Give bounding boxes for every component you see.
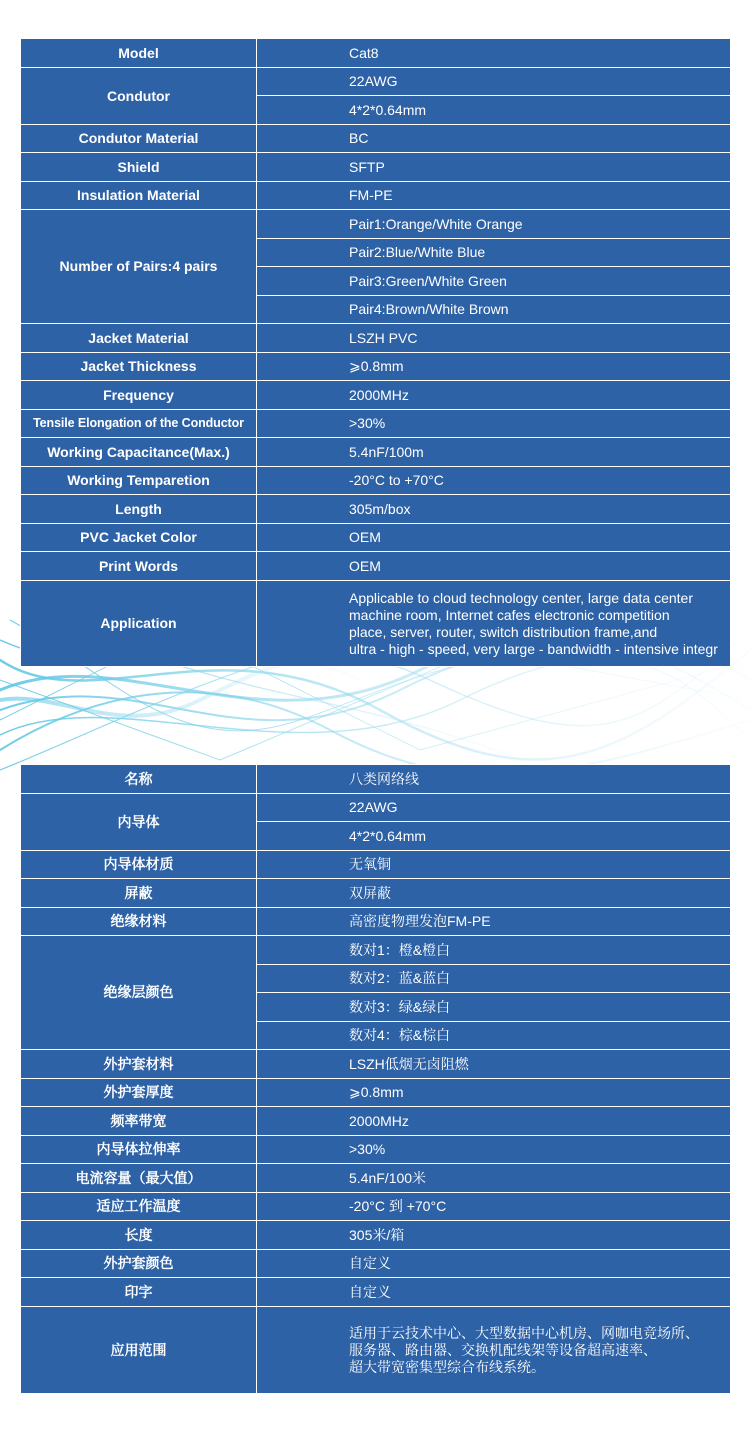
shield-value: SFTP	[257, 153, 731, 182]
table-row	[21, 1079, 731, 1107]
tensile-label: 内导体拉伸率	[21, 1136, 257, 1164]
temperature-label: 适应工作温度	[21, 1193, 257, 1221]
insulation-material-value: FM-PE	[257, 182, 731, 210]
application-line: Applicable to cloud technology center, large data center	[349, 589, 694, 606]
spec-table-chinese	[20, 764, 731, 1394]
table-row	[21, 381, 731, 410]
capacitance-value: 5.4nF/100米	[257, 1164, 731, 1193]
table-row	[21, 1164, 731, 1193]
pairs-label: Number of Pairs:4 pairs	[21, 210, 257, 324]
application-line: ultra - high - speed, very large - bandwidth - intensive integr	[349, 640, 718, 657]
pair-value-3: 数对3：绿&绿白	[257, 993, 731, 1022]
application-line: 适用于云技术中心、大型数据中心机房、网咖电竞场所、	[349, 1324, 699, 1341]
print-words-label: 印字	[21, 1278, 257, 1307]
jacket-color-value: OEM	[257, 524, 731, 552]
table-row	[21, 1250, 731, 1278]
temperature-value: -20°C 到 +70°C	[257, 1193, 731, 1221]
application-line: 超大带宽密集型综合布线系统。	[349, 1358, 545, 1375]
jacket-material-value: LSZH低烟无卤阻燃	[257, 1050, 731, 1079]
table-row	[21, 153, 731, 182]
pairs-label: 绝缘层颜色	[21, 936, 257, 1050]
table-row	[21, 1107, 731, 1136]
conductor-material-value: BC	[257, 125, 731, 153]
insulation-material-label: Insulation Material	[21, 182, 257, 210]
capacitance-label: Working Capacitance(Max.)	[21, 438, 257, 467]
jacket-color-label: PVC Jacket Color	[21, 524, 257, 552]
table-row	[21, 210, 731, 239]
model-value: Cat8	[257, 39, 731, 68]
application-label: 应用范围	[21, 1307, 257, 1394]
capacitance-value: 5.4nF/100m	[257, 438, 731, 467]
tensile-label: Tensile Elongation of the Conductor	[21, 410, 257, 438]
length-label: 长度	[21, 1221, 257, 1250]
tensile-value: >30%	[257, 410, 731, 438]
length-value: 305m/box	[257, 495, 731, 524]
table-row	[21, 39, 731, 68]
length-label: Length	[21, 495, 257, 524]
table-row	[21, 467, 731, 495]
table-row	[21, 908, 731, 936]
print-words-label: Print Words	[21, 552, 257, 581]
jacket-thickness-value: ⩾0.8mm	[257, 353, 731, 381]
pair-value-3: Pair3:Green/White Green	[257, 267, 731, 296]
conductor-label: 内导体	[21, 794, 257, 851]
pair-value-1: Pair1:Orange/White Orange	[257, 210, 731, 239]
table-row	[21, 851, 731, 879]
model-label: Model	[21, 39, 257, 68]
jacket-thickness-label: 外护套厚度	[21, 1079, 257, 1107]
application-line: machine room, Internet cafes electronic competition	[349, 606, 670, 623]
table-row	[21, 353, 731, 381]
pair-value-4: 数对4：棕&棕白	[257, 1022, 731, 1050]
application-value	[257, 1307, 731, 1394]
jacket-color-label: 外护套颜色	[21, 1250, 257, 1278]
capacitance-label: 电流容量（最大值）	[21, 1164, 257, 1193]
conductor-value-1: 22AWG	[257, 68, 731, 96]
table-row	[21, 495, 731, 524]
tensile-value: >30%	[257, 1136, 731, 1164]
shield-label: Shield	[21, 153, 257, 182]
spec-table-english	[20, 38, 731, 667]
conductor-value-1: 22AWG	[257, 794, 731, 822]
table-row	[21, 879, 731, 908]
conductor-material-label: 内导体材质	[21, 851, 257, 879]
jacket-material-value: LSZH PVC	[257, 324, 731, 353]
conductor-label: Condutor	[21, 68, 257, 125]
shield-value: 双屏蔽	[257, 879, 731, 908]
table-row	[21, 936, 731, 965]
print-words-value: 自定义	[257, 1278, 731, 1307]
temperature-label: Working Temparetion	[21, 467, 257, 495]
table-row	[21, 1278, 731, 1307]
table-row	[21, 1193, 731, 1221]
conductor-material-label: Condutor Material	[21, 125, 257, 153]
insulation-material-value: 高密度物理发泡FM-PE	[257, 908, 731, 936]
table-row	[21, 765, 731, 794]
application-line: 服务器、路由器、交换机配线架等设备超高速率、	[349, 1341, 657, 1358]
model-label: 名称	[21, 765, 257, 794]
table-row	[21, 410, 731, 438]
table-row	[21, 438, 731, 467]
table-row	[21, 182, 731, 210]
table-row	[21, 1307, 731, 1394]
conductor-value-2: 4*2*0.64mm	[257, 822, 731, 851]
table-row	[21, 1050, 731, 1079]
table-row	[21, 552, 731, 581]
model-value: 八类网络线	[257, 765, 731, 794]
conductor-value-2: 4*2*0.64mm	[257, 96, 731, 125]
table-row	[21, 1136, 731, 1164]
application-value	[257, 581, 731, 667]
frequency-label: Frequency	[21, 381, 257, 410]
insulation-material-label: 绝缘材料	[21, 908, 257, 936]
jacket-thickness-value: ⩾0.8mm	[257, 1079, 731, 1107]
table-row	[21, 524, 731, 552]
table-row	[21, 324, 731, 353]
table-row	[21, 1221, 731, 1250]
application-line: place, server, router, switch distribution frame,and	[349, 623, 658, 640]
jacket-material-label: Jacket Material	[21, 324, 257, 353]
application-label: Application	[21, 581, 257, 667]
jacket-thickness-label: Jacket Thickness	[21, 353, 257, 381]
frequency-value: 2000MHz	[257, 1107, 731, 1136]
jacket-material-label: 外护套材料	[21, 1050, 257, 1079]
pair-value-2: Pair2:Blue/White Blue	[257, 239, 731, 267]
print-words-value: OEM	[257, 552, 731, 581]
pair-value-2: 数对2：蓝&蓝白	[257, 965, 731, 993]
table-row	[21, 68, 731, 96]
table-row	[21, 581, 731, 667]
jacket-color-value: 自定义	[257, 1250, 731, 1278]
frequency-label: 频率带宽	[21, 1107, 257, 1136]
table-row	[21, 794, 731, 822]
temperature-value: -20°C to +70°C	[257, 467, 731, 495]
pair-value-4: Pair4:Brown/White Brown	[257, 296, 731, 324]
pair-value-1: 数对1：橙&橙白	[257, 936, 731, 965]
shield-label: 屏蔽	[21, 879, 257, 908]
frequency-value: 2000MHz	[257, 381, 731, 410]
table-row	[21, 125, 731, 153]
conductor-material-value: 无氧铜	[257, 851, 731, 879]
length-value: 305米/箱	[257, 1221, 731, 1250]
